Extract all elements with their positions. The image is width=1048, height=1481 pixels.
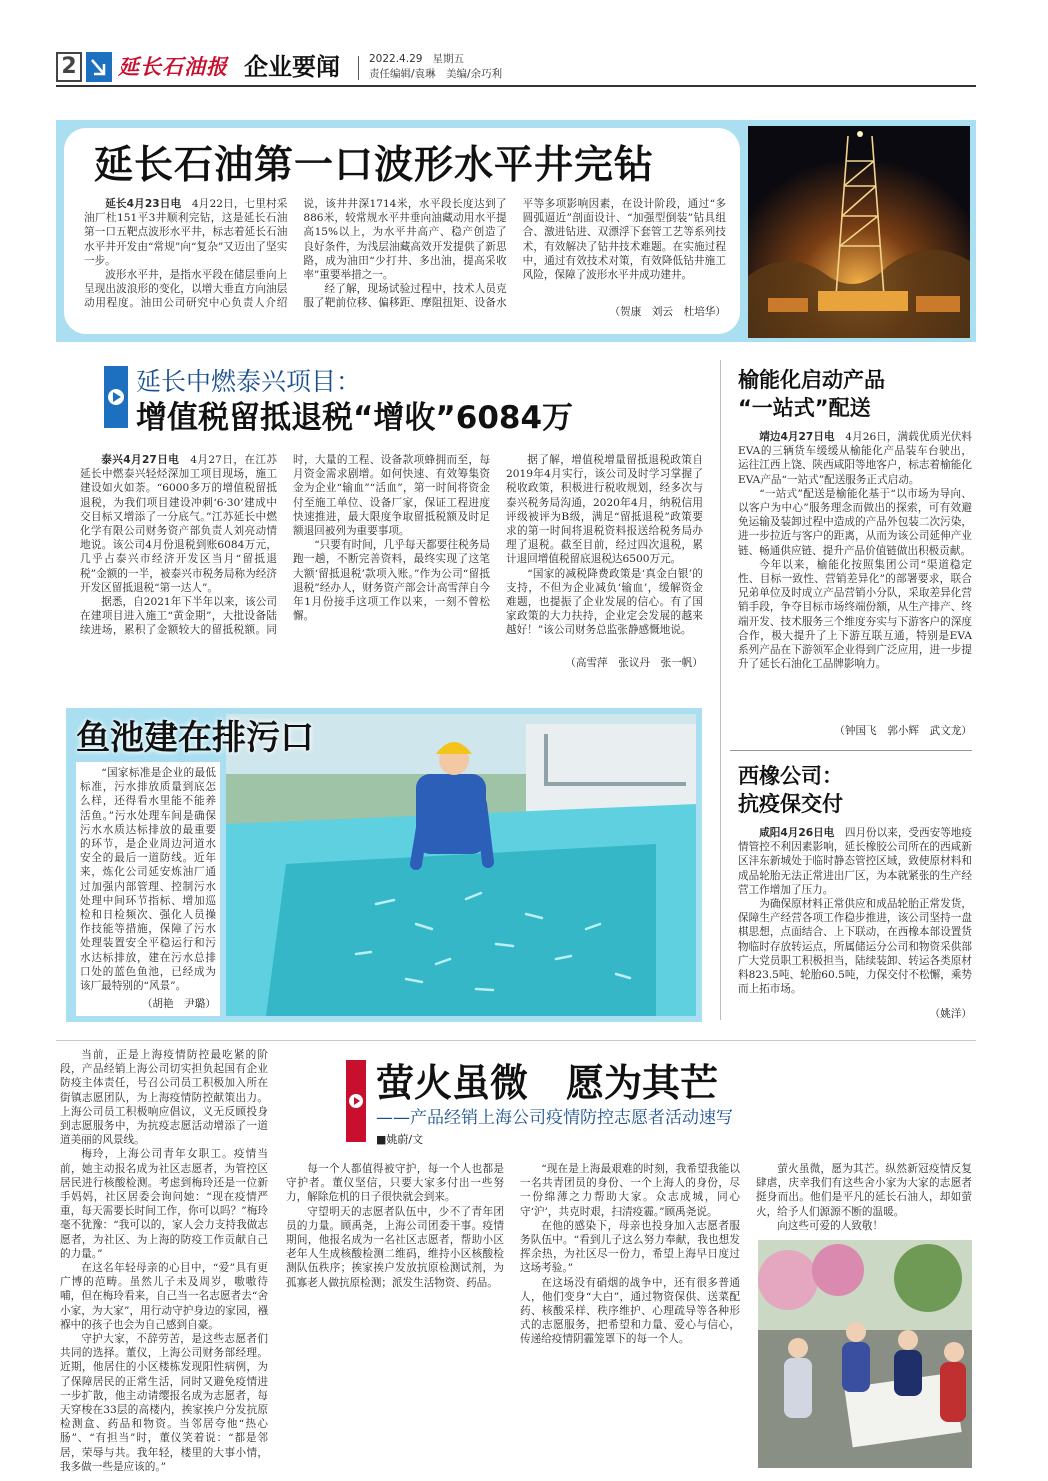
article6-paragraph: 向这些可爱的人致敬！ [777, 1219, 884, 1232]
article2-paragraph: “国家的减税降费政策是‘真金白银’的支持，不但为企业减负‘输血’，缓解资金难题，也提振了企业发展的信心。有了国家政策的大力扶持，企业定会发展的越来越好！”该公司财务总监张静感慨地说。 [506, 567, 703, 637]
paper-logo: 延长石油报 [118, 54, 228, 79]
article2-title: 增值税留抵退税“增收”6084万 [136, 400, 574, 436]
lead-body [84, 197, 726, 321]
section-divider [730, 750, 972, 751]
page-number: 2 [56, 52, 82, 82]
article6-body-col1 [60, 1048, 268, 1474]
article2-dateline: 泰兴4月27日电 [101, 454, 180, 466]
article4-paragraph: “国家标准是企业的最低标准，污水排放质量到底怎么样，还得看水里能不能养活鱼。”污水处理车间是确保污水水质达标排放的最重要的环节，是企业周边河道水安全的最后一道防线。近年来，炼化公司延安炼油厂通过加强内部管理、控制污水处理中间环节指标、增加巡检和日检频次、强化人员操作技能等措施，保障了污水处理装置安全平稳运行和污水达标排放，建在污水总排口处的蓝色鱼池，已经成为该厂最特别的“风景”。 [80, 767, 216, 993]
article2-paragraph: “只要有时间，几乎每天都要往税务局跑一趟，不断完善资料，最终实现了这笔大额‘留抵退税’款项入账。”作为公司“留抵退税”经办人，财务资产部会计高雪萍自今年1月份接手这项工作以来，一刻不曾松懈。 [293, 539, 490, 623]
article5-paragraph: 四月份以来，受西安等地疫情管控不利因素影响，延长橡胶公司所在的西咸新区沣东新城处于临时静态管控区域，致使原材料和成品轮胎无法正常进出厂区，为本就紧张的生产经营工作增加了压力。 [738, 827, 972, 896]
article3-paragraph: 4月26日，满载优质光伏料EVA的三辆货车缓缓从榆能化产品装车台驶出，运往江西上饶、陕西咸阳等地客户，标志着榆能化EVA产品“一站式”配送服务正式启动。 [738, 431, 972, 486]
section-title: 企业要闻 [244, 53, 340, 81]
article5-paragraph: 为确保原材料正常供应和成品轮胎正常发货，保障生产经营各项工作稳步推进，该公司坚持一盘棋思想，点面结合、上下联动，在西橡本部设置货物临时存放转运点，所属储运分公司和物资采供部广大党员职工积极担当，陆续装卸、转运各类原材料823.5吨、轮胎60.5吨，力保交付不松懈，乘势而上拓市场。 [738, 898, 973, 996]
article6-author: ■姚蔚/文 [376, 1133, 424, 1146]
article5-byline: （姚洋） [929, 1008, 972, 1020]
play-icon [346, 1060, 366, 1142]
article3-paragraph: “一站式”配送是榆能化基于“以市场为导向、以客户为中心”服务理念而做出的探索，可有效避免运输及装卸过程中造成的产品外包装二次污染，进一步拉近与客户的距离，从而为该公司延伸产业链、畅通供应链、提升产品价值链做出积极贡献。 [738, 487, 972, 557]
editors-line: 责任编辑/袁琳 美编/余巧利 [369, 68, 503, 80]
article4-title: 鱼池建在排污口 [76, 718, 314, 758]
article6-paragraph: 守护大家，不辞劳苦，是这些志愿者们共同的选择。董仪，上海公司财务部经理。近期，他居住的小区楼栋发现阳性病例，为了保障居民的正常生活，同时又避免疫情进一步扩散，他主动请缨报名成为志愿者，每天穿梭在33层的高楼内，挨家挨户分发抗原检测盒、药品和物资。当邻居夸他“热心肠”、“有担当”时，董仪笑着说：“都是邻居，荣辱与共。我年轻，楼里的大事小情，我多做一些是应该的。” [60, 1333, 268, 1473]
article3-paragraph: 今年以来，榆能化按照集团公司“渠道稳定性、目标一致性、营销差异化”的部署要求，联合兄弟单位及时成立产品营销小分队，采取差异化营销手段，争夺目标市场终端份额，从生产排产、终端开发、技术服务三个维度夯实与下游客户的深度合作，极大提升了上下游互联互通，特别是EVA系列产品在下游领军企业得到广泛应用，进一步提升了延长石油化工品牌影响力。 [738, 558, 972, 671]
article6-body-col2 [286, 1162, 504, 1474]
article3-title-line1: 榆能化启动产品 [738, 368, 885, 392]
article5-title-line1: 西橡公司： [738, 764, 843, 788]
article2-kicker: 延长中燃泰兴项目： [136, 367, 362, 396]
article2-body [80, 453, 703, 653]
lead-byline: （贺康 刘云 杜培华） [609, 306, 726, 318]
lead-paragraph: 4月22日，七里村采油厂杜151平3井顺利完钻，这是延长石油第一口五靶点波形水平井，标志着延长石油水平井开发由“常规”向“复杂”又迈出了坚实一步。 [84, 198, 288, 267]
article6-title: 萤火虽微 愿为其芒 [376, 1061, 719, 1105]
arrow-icon [86, 52, 112, 82]
play-icon [104, 366, 128, 428]
masthead-divider [358, 56, 359, 80]
article6-paragraph: 在他的感染下，母亲也投身加入志愿者服务队伍中。“看到儿子这么努力奉献，我也想发挥余热，为社区尽一份力，希望上海早日度过这场考验。” [520, 1219, 740, 1275]
article6-paragraph: 在这场没有硝烟的战争中，还有很多普通人，他们变身“大白”，通过物资保供、送菜配药、核酸采样、秩序维护、心理疏导等各种形式的志愿服务，把希望和力量、爱心与信心，传递给疫情阴霾笼罩下的每一个人。 [520, 1276, 740, 1346]
lead-dateline: 延长4月23日电 [105, 198, 182, 210]
column-divider [720, 360, 721, 1020]
article2-paragraph: 据悉，自2021年下半年以来，该公司在建项目进入施工“黄金期”，大批设备陆续进场，累积了金额较大的留抵税额。同时，大量的工程、设备款项蜂拥而至，每月资金需求剧增。如何快速、有效筹集资金为企业“输血”“活血”，第一时间将资金付至施工单位、设备厂家，保证工程进度快速推进，最大限度争取留抵税额及时足额退回被列为重要事项。 [80, 454, 490, 637]
article6-paragraph: 萤火虽微，愿为其芒。纵然新冠疫情反复肆虐，庆幸我们有这些舍小家为大家的志愿者挺身而出。他们是平凡的延长石油人，却如萤火，给予人们源源不断的温暖。 [756, 1163, 972, 1218]
article6-paragraph: 守望明天的志愿者队伍中，少不了青年团员的力量。顾禹尧，上海公司团委干事。疫情期间，他报名成为一名社区志愿者，帮助小区老年人生成核酸检测二维码，维持小区核酸检测队伍秩序；挨家挨户发放抗原检测试剂，为孤寡老人做抗原检测；派发生活物资、药品。 [286, 1205, 504, 1289]
lead-paragraph: 经了解，现场试验过程中，技术人员克服了靶前位移、偏移距、摩阻扭矩、设备水平等多项影响因素，在设计阶段，通过“多圆弧逼近”剖面设计、“加强型倒装”钻具组合、激进钻进、双漂浮下套管工艺等系列技术，有效解决了钻井技术难题。在实施过程中，通过有效技术对策，有效降低钻井施工风险，保障了波形水平井成功建井。 [303, 198, 726, 310]
drilling-rig-photo [748, 126, 970, 338]
article6-paragraph: 在这名年轻母亲的心目中，“爱”具有更广博的范畴。虽然儿子未及周岁，嗷嗷待哺，但在梅玲看来，自己当一名志愿者去“舍小家，为大家”，用行动守护身边的家园，襁褓中的孩子也会为自己感到自豪。 [60, 1262, 268, 1331]
article3-body [738, 430, 972, 705]
article6-paragraph: 每一个人都值得被守护，每一个人也都是守护者。董仪坚信，只要大家多付出一些努力，解除危机的日子很快就会到来。 [286, 1163, 504, 1204]
article3-byline: （钟国飞 郭小辉 武文龙） [834, 725, 972, 737]
article6-paragraph: 梅玲，上海公司青年女职工。疫情当前，她主动报名成为社区志愿者，为管控区居民进行核酸检测。考虑到梅玲还是一位新手妈妈，社区居委会询问她：“现在疫情严重，每天需要长时间工作，你可以吗？”梅玲毫不犹豫：“我可以的，家人会力支持我做志愿者，为社区、为上海的防疫工作贡献自己的力量。” [60, 1148, 268, 1260]
article6-body-col3 [520, 1162, 740, 1474]
article6-subtitle: ——产品经销上海公司疫情防控志愿者活动速写 [376, 1108, 733, 1128]
masthead-rule [56, 85, 976, 87]
issue-date: 2022.4.29 [369, 53, 423, 65]
article2-paragraph: 据了解，增值税增量留抵退税政策自2019年4月实行，该公司及时学习掌握了税收政策，积极进行税收规划，经多次与泰兴税务局沟通，2020年4月，纳税信用评级被评为B级，满足“留抵退税”政策要求的第一时间将退税资料报送给税务局办理了退税。截至目前，经过四次退税，累计退回增值税留底退税达6500万元。 [506, 454, 703, 566]
article6-paragraph: 当前，正是上海疫情防控最吃紧的阶段，产品经销上海公司切实担负起国有企业防疫主体责任，号召公司员工积极加入所在街镇志愿团队，为上海疫情防控献策出力。上海公司员工积极响应倡议，义无反顾投身到志愿服务中，为抗疫志愿活动增添了一道道美丽的风景线。 [60, 1049, 268, 1147]
section-divider [56, 1040, 976, 1041]
article3-title-line2: “一站式”配送 [738, 396, 871, 420]
article4-byline: （胡艳 尹璐） [141, 998, 216, 1010]
article5-body [738, 826, 972, 1006]
article6-paragraph: “现在是上海最艰难的时刻，我希望我能以一名共青团员的身份、一个上海人的身份，尽一份绵薄之力帮助大家。众志成城，同心守‘沪’，共克时艰，扫清疫霾。”顾禹尧说。 [520, 1163, 740, 1218]
volunteers-photo [758, 1240, 972, 1468]
lead-title: 延长石油第一口波形水平井完钻 [94, 143, 655, 188]
issue-weekday: 星期五 [432, 53, 464, 65]
article5-title-line2: 抗疫保交付 [738, 792, 843, 816]
article3-dateline: 靖边4月27日电 [759, 431, 835, 443]
article2-byline: （高雪萍 张议丹 张一帆） [565, 657, 703, 669]
lead-paragraph: 波形水平井，是指水平段在储层垂向上呈现出波浪形的变化，以增大垂直方向油层动用程度。油田公司研究中心负责人介绍说，该井井深1714米，水平段长度达到了886米，较常规水平井垂向油藏动用水平提高15%以上，为水平井高产、稳产创造了良好条件，为浅层油藏高效开发提供了新思路，成为油田“少打井、多出油，提高采收率”重要举措之一。 [84, 198, 507, 310]
article4-body [80, 766, 216, 996]
article5-dateline: 咸阳4月26日电 [759, 827, 835, 839]
article2-paragraph: 4月27日，在江苏延长中燃泰兴轻烃深加工项目现场，施工建设如火如荼。“6000多万的增值税留抵退税，为我们项目建设冲刺‘6·30’建成中交目标又增添了一分底气。”江苏延长中燃化学有限公司财务资产部负责人刘亮动情地说。该公司4月份退税到账6084万元，几乎占泰兴市经济开发区当月“留抵退税”金额的一半，被泰兴市税务局称为经济开发区留抵退税“第一达人”。 [80, 454, 277, 594]
masthead [56, 50, 976, 86]
article6-body-col4 [756, 1162, 972, 1232]
